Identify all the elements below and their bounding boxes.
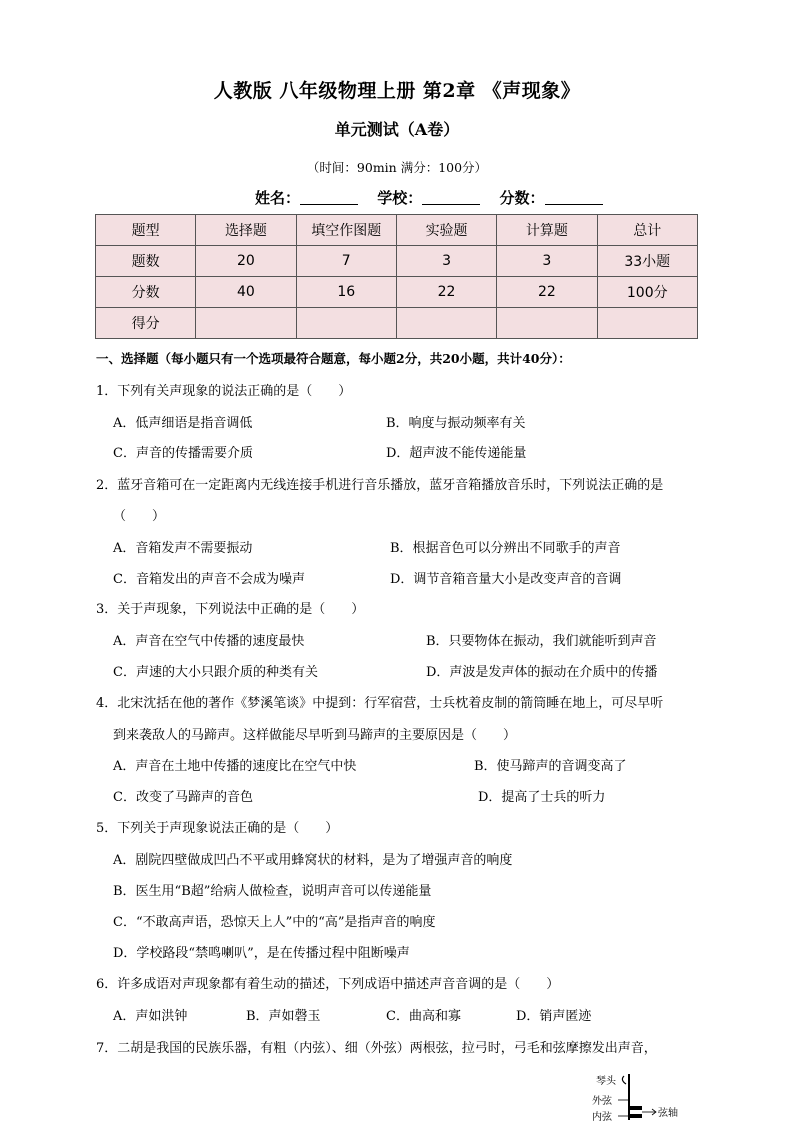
peg-upper: [630, 1106, 642, 1110]
table-cell: 题型: [96, 215, 196, 246]
score-label: 分数：: [499, 189, 545, 207]
score-input-cell[interactable]: [196, 308, 296, 339]
score-blank[interactable]: [545, 190, 603, 205]
diagram-label-head: 琴头: [596, 1076, 616, 1087]
name-label: 姓名：: [255, 189, 301, 207]
table-cell: 计算题: [497, 215, 597, 246]
score-input-cell[interactable]: [396, 308, 496, 339]
table-row: [96, 308, 698, 339]
question-4-option-a[interactable]: A．声音在土地中传播的速度比在空气中快: [113, 759, 357, 774]
table-cell: 7: [296, 246, 396, 277]
question-4-option-c[interactable]: C．改变了马蹄声的音色: [113, 790, 253, 805]
diagram-label-outer: 外弦: [592, 1096, 612, 1107]
table-cell: 100分: [597, 277, 697, 308]
question-5-option-c[interactable]: C．“不敢高声语，恐惊天上人”中的“高”是指声音的响度: [113, 915, 436, 930]
table-cell: 选择题: [196, 215, 296, 246]
question-1-option-c[interactable]: C．声音的传播需要介质: [113, 446, 253, 461]
question-4-stem-cont: 到来袭敌人的马蹄声。这样做能尽早听到马蹄声的主要原因是（ ）: [113, 728, 517, 743]
question-7-stem: 7．二胡是我国的民族乐器，有粗（内弦）、细（外弦）两根弦，拉弓时，弓毛和弦摩擦发出声音，: [96, 1041, 657, 1056]
score-input-cell[interactable]: [296, 308, 396, 339]
table-cell: 33小题: [597, 246, 697, 277]
erhu-neck: [628, 1074, 630, 1120]
table-cell: 3: [396, 246, 496, 277]
question-1-stem: 1．下列有关声现象的说法正确的是（ ）: [96, 384, 352, 399]
question-5-option-a[interactable]: A．剧院四壁做成凹凸不平或用蜂窝状的材料，是为了增强声音的响度: [113, 853, 513, 868]
score-input-cell[interactable]: [497, 308, 597, 339]
question-6-stem: 6．许多成语对声现象都有着生动的描述，下列成语中描述声音音调的是（ ）: [96, 977, 560, 992]
table-row: [96, 246, 698, 277]
question-3-option-a[interactable]: A．声音在空气中传播的速度最快: [113, 634, 305, 649]
table-cell: 22: [396, 277, 496, 308]
question-6-option-d[interactable]: D．销声匿迹: [516, 1009, 592, 1024]
question-5-stem: 5．下列关于声现象说法正确的是（ ）: [96, 821, 339, 836]
question-2-stem: 2．蓝牙音箱可在一定距离内无线连接手机进行音乐播放，蓝牙音箱播放音乐时，下列说法正确的是: [96, 478, 664, 493]
table-cell: 20: [196, 246, 296, 277]
peg-lower: [630, 1114, 642, 1118]
table-cell: 分数: [96, 277, 196, 308]
question-4-option-d[interactable]: D．提高了士兵的听力: [478, 790, 606, 805]
question-1-option-d[interactable]: D．超声波不能传递能量: [386, 446, 527, 461]
diagram-label-axis: 弦轴: [658, 1108, 678, 1119]
question-5-option-b[interactable]: B．医生用“B超”给病人做检查，说明声音可以传递能量: [113, 884, 432, 899]
section-heading: 一、选择题（每小题只有一个选项最符合题意，每小题2分，共20小题，共计40分）：: [96, 351, 571, 366]
page-title: 人教版 八年级物理上册 第2章 《声现象》: [213, 80, 581, 102]
question-6-option-b[interactable]: B．声如磬玉: [246, 1009, 321, 1024]
table-cell: 3: [497, 246, 597, 277]
question-2-option-b[interactable]: B．根据音色可以分辨出不同歌手的声音: [390, 541, 621, 556]
table-cell: 22: [497, 277, 597, 308]
name-blank[interactable]: [300, 190, 358, 205]
table-cell: 填空作图题: [296, 215, 396, 246]
table-cell: 40: [196, 277, 296, 308]
score-input-cell[interactable]: [597, 308, 697, 339]
question-2-stem-cont: （ ）: [113, 509, 166, 524]
question-4-option-b[interactable]: B．使马蹄声的音调变高了: [474, 759, 627, 774]
question-4-stem: 4．北宋沈括在他的著作《梦溪笔谈》中提到：行军宿营，士兵枕着皮制的箭筒睡在地上，可尽早听: [96, 696, 664, 711]
question-3-option-c[interactable]: C．声速的大小只跟介质的种类有关: [113, 665, 318, 680]
question-3-stem: 3．关于声现象，下列说法中正确的是（ ）: [96, 602, 365, 617]
erhu-diagram: [588, 1070, 698, 1123]
question-2-option-d[interactable]: D．调节音箱音量大小是改变声音的音调: [390, 572, 622, 587]
table-row: [96, 215, 698, 246]
school-label: 学校：: [377, 189, 423, 207]
question-2-option-c[interactable]: C．音箱发出的声音不会成为噪声: [113, 572, 305, 587]
score-table: [95, 214, 698, 339]
question-3-option-d[interactable]: D．声波是发声体的振动在介质中的传播: [426, 665, 658, 680]
student-info-line: [255, 187, 617, 208]
table-cell: 16: [296, 277, 396, 308]
question-1-option-b[interactable]: B．响度与振动频率有关: [386, 416, 526, 431]
table-cell: 总计: [597, 215, 697, 246]
school-blank[interactable]: [422, 190, 480, 205]
erhu-scroll: [622, 1076, 626, 1084]
question-1-option-a[interactable]: A．低声细语是指音调低: [113, 416, 253, 431]
table-cell: 题数: [96, 246, 196, 277]
page-subtitle: 单元测试（A卷）: [334, 120, 460, 139]
diagram-label-inner: 内弦: [592, 1112, 612, 1123]
question-6-option-a[interactable]: A．声如洪钟: [113, 1009, 188, 1024]
question-3-option-b[interactable]: B．只要物体在振动，我们就能听到声音: [426, 634, 657, 649]
time-info: （时间：90min 满分：100分）: [306, 160, 488, 175]
question-5-option-d[interactable]: D．学校路段“禁鸣喇叭”，是在传播过程中阻断噪声: [113, 946, 410, 961]
table-row: [96, 277, 698, 308]
table-cell: 实验题: [396, 215, 496, 246]
question-6-option-c[interactable]: C．曲高和寡: [386, 1009, 461, 1024]
table-cell: 得分: [96, 308, 196, 339]
question-2-option-a[interactable]: A．音箱发声不需要振动: [113, 541, 253, 556]
